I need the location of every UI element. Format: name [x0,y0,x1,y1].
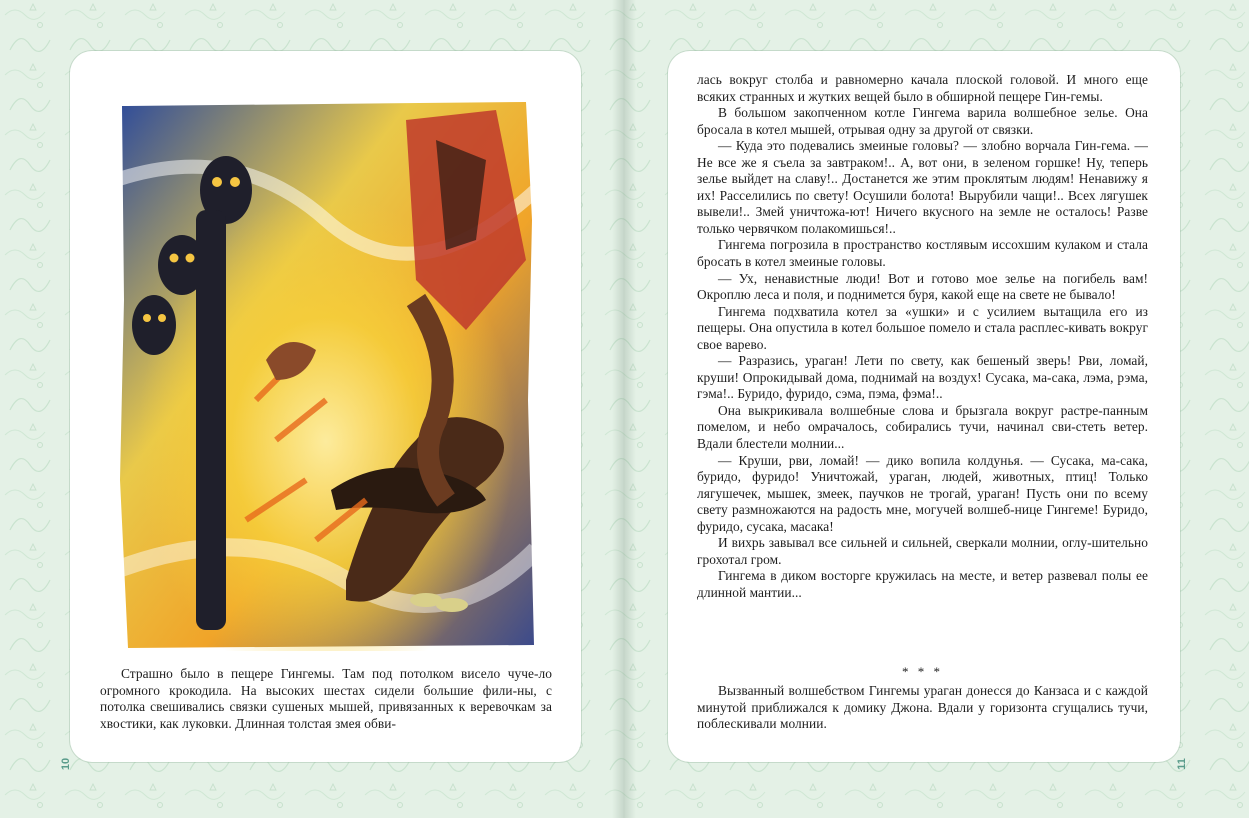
paragraph: Она выкрикивала волшебные слова и брызгала вокруг растре-панным помелом, и небо омрачалось, собирались тучи, начинал сви-стеть ветер. Вдали блестели молнии... [697,402,1148,452]
paragraph: Гингема подхватила котел за «ушки» и с усилием вытащила его из пещеры. Она опустила в котел большое помело и стала расплес-кивать вокруг свое варево. [697,303,1148,352]
paragraph: — Ух, ненавистные люди! Вот и готово мое зелье на погибель вам! Окроплю леса и поля, и поднимется буря, какой еще на свете не бывало! [697,270,1148,303]
right-page-text [697,72,1148,602]
right-page-text-after-break [697,683,1148,733]
paragraph: — Куда это подевались змеиные головы? — злобно ворчала Гин-гема. — Не все же я съела за завтраком!.. А, вот они, в зеленом горшке! Ну, теперь зелье выйдет на славу!.. Достанется же этим проклятым людям! Ненавижу я их! Расселились по свету! Осушили болота! Вырубили чащи!.. Всех лягушек вывели!.. Змей уничтожа-ют! Ничего вкусного на земле не осталось! Разве только червячком полакомишься!.. [697,138,1148,236]
page-number-left: 10 [60,757,73,771]
page-number-right: 11 [1175,758,1188,770]
paragraph: Гингема в диком восторге кружилась на месте, и ветер развевал полы ее длинной мантии... [697,568,1148,600]
paragraph: — Круши, рви, ломай! — дико вопила колдунья. — Сусака, ма-сака, буридо, фуридо! Уничтожай, ураган, людей, животных, птиц! Только лягушечек, мышек, змеек, паучков не трогай, ураган! Пусть они по всему свету размножаются на радость мне, могучей волшеб-нице Гингеме! Буридо, фуридо, сусака, масака! [697,452,1148,534]
paragraph: Вызванный волшебством Гингемы ураган донесся до Канзаса и с каждой минутой приближался к домику Джона. Вдали у горизонта сгущались тучи, поблескивали молнии. [697,683,1148,732]
book-gutter [612,0,636,818]
left-page-text [100,666,552,732]
paragraph: В большом закопченном котле Гингема варила волшебное зелье. Она бросала в котел мышей, отрывая одну за другой от связки. [697,105,1148,137]
paragraph: — Разразись, ураган! Лети по свету, как бешеный зверь! Рви, ломай, круши! Опрокидывай дома, поднимай на воздух! Сусака, ма-сака, лэма, рэма, гэма!.. Буридо, фуридо, сэма, пэма, фэма!.. [697,353,1148,402]
story-illustration [116,100,536,651]
section-separator: * * * [902,664,943,679]
paragraph: Гингема погрозила в пространство костлявым иссохшим кулаком и стала бросать в котел змеиные головы. [697,237,1148,270]
paragraph: И вихрь завывал все сильней и сильней, сверкали молнии, оглу-шительно грохотал гром. [697,535,1148,567]
paragraph: лась вокруг столба и равномерно качала плоской головой. И много еще всяких странных и жутких вещей было в обширной пещере Гин-гемы. [697,72,1148,104]
paragraph: Страшно было в пещере Гингемы. Там под потолком висело чуче-ло огромного крокодила. На высоких шестах сидели большие фили-ны, с потолка свешивались связки сушеных мышей, привязанных к веревочкам за хвостики, как луковки. Длинная толстая змея обви- [100,666,552,731]
